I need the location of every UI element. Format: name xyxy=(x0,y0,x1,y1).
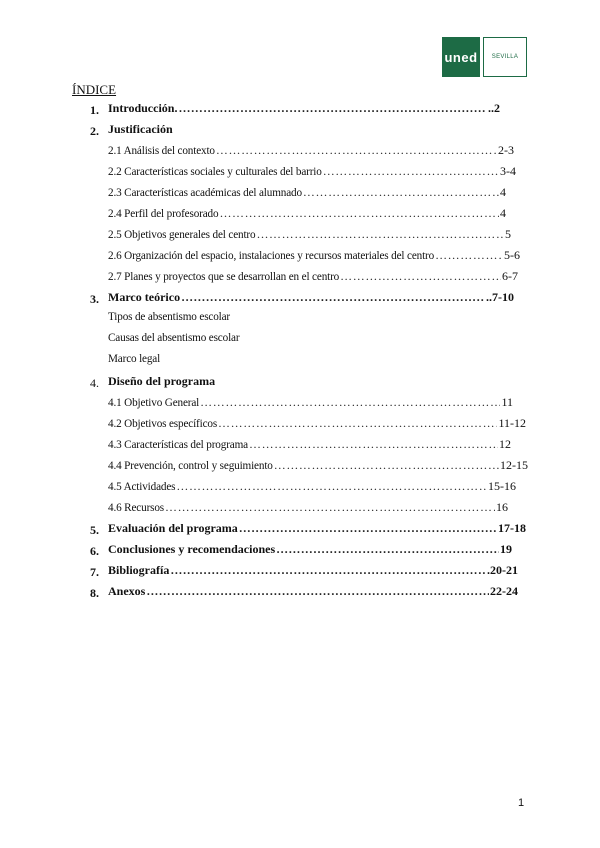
toc-entry-page: 3-4 xyxy=(500,164,516,178)
toc-entry-page: 11 xyxy=(501,395,513,409)
index-title: ÍNDICE xyxy=(72,82,117,97)
toc-leader-dots xyxy=(239,521,497,536)
toc-entry-page: 5 xyxy=(505,227,511,241)
toc-entry-page: 12-15 xyxy=(500,458,528,472)
toc-entry-number: 7. xyxy=(90,565,99,579)
toc-leader-dots xyxy=(181,290,485,305)
toc-leader-dots xyxy=(200,395,500,410)
toc-entry-text: Diseño del programa xyxy=(108,374,216,388)
toc-leader-dots xyxy=(435,248,503,263)
toc-entry-text: 4.2 Objetivos específicos xyxy=(108,418,218,430)
toc-entry-page: ..7-10 xyxy=(486,290,514,304)
toc-entry-2-3[interactable] xyxy=(108,185,506,205)
toc-entry-tipos[interactable] xyxy=(108,311,408,331)
toc-entry-text: 2.2 Características sociales y culturales del barrio xyxy=(108,166,322,178)
page-number: 1 xyxy=(518,797,525,809)
toc-leader-dots xyxy=(323,164,499,179)
toc-entry-number: 1. xyxy=(90,103,99,117)
toc-entry-text: 2.5 Objetivos generales del centro xyxy=(108,229,256,241)
toc-entry-4-3[interactable] xyxy=(108,437,511,457)
toc-leader-dots xyxy=(249,437,498,452)
uned-logo-mark: uned xyxy=(442,37,480,77)
toc-leader-dots xyxy=(216,143,497,158)
toc-entry-page: 6-7 xyxy=(502,269,518,283)
toc-entry-2-4[interactable] xyxy=(108,206,506,226)
toc-entry-4-2[interactable] xyxy=(108,416,526,436)
toc-entry-page: 12 xyxy=(499,437,511,451)
toc-entry-page: 5-6 xyxy=(504,248,520,262)
toc-entry-number: 3. xyxy=(90,292,99,306)
toc-entry-4-5[interactable] xyxy=(108,479,516,499)
toc-entry-page: 4 xyxy=(500,206,506,220)
toc-entry-text: 4.3 Características del programa xyxy=(108,439,248,451)
toc-entry-text: 2.4 Perfil del profesorado xyxy=(108,208,219,220)
toc-entry-text: 2.3 Características académicas del alumnado xyxy=(108,187,302,199)
toc-entry-number: 8. xyxy=(90,586,99,600)
toc-entry-4-6[interactable] xyxy=(108,500,508,520)
toc-entry-text: 2.7 Planes y proyectos que se desarrollan en el centro xyxy=(108,271,340,283)
toc-entry-2-1[interactable] xyxy=(108,143,514,163)
toc-entry-4-1[interactable] xyxy=(108,395,513,415)
toc-leader-dots xyxy=(176,479,487,494)
toc-entry-page: 19 xyxy=(500,542,512,556)
toc-leader-dots xyxy=(165,500,495,515)
toc-entry-text: 4.5 Actividades xyxy=(108,481,176,493)
toc-entry-text: Tipos de absentismo escolar xyxy=(108,311,231,323)
toc-entry-number: 2. xyxy=(90,124,99,138)
toc-entry-causas[interactable] xyxy=(108,332,408,352)
toc-entry-2-2[interactable] xyxy=(108,164,516,184)
toc-entry-page: 15-16 xyxy=(488,479,516,493)
toc-entry-page: 16 xyxy=(496,500,508,514)
toc-entry-page: 22-24 xyxy=(490,584,518,598)
toc-entry-text: Causas del absentismo escolar xyxy=(108,332,240,344)
toc-entry-marco-teorico[interactable] xyxy=(108,290,514,310)
toc-entry-number: 5. xyxy=(90,523,99,537)
toc-entry-conclusiones[interactable] xyxy=(108,542,512,562)
toc-leader-dots xyxy=(218,416,497,431)
toc-entry-evaluacion[interactable] xyxy=(108,521,526,541)
toc-entry-bibliografia[interactable] xyxy=(108,563,518,583)
toc-leader-dots xyxy=(256,227,504,242)
toc-entry-text: 4.6 Recursos xyxy=(108,502,164,514)
toc-entry-text: Bibliografía xyxy=(108,563,170,577)
toc-entry-justificacion[interactable] xyxy=(108,122,500,142)
toc-entry-page: 11-12 xyxy=(498,416,526,430)
toc-entry-text: Anexos xyxy=(108,584,146,598)
toc-entry-text: 2.1 Análisis del contexto xyxy=(108,145,215,157)
toc-entry-2-7[interactable] xyxy=(108,269,518,289)
toc-leader-dots xyxy=(170,563,486,578)
toc-entry-anexos[interactable] xyxy=(108,584,518,604)
toc-leader-dots xyxy=(276,542,499,557)
toc-entry-number: 6. xyxy=(90,544,99,558)
toc-entry-introduccion[interactable] xyxy=(108,101,500,121)
uned-logo-center: SEVILLA xyxy=(483,37,527,77)
toc-entry-text: Introducción. xyxy=(108,101,178,115)
toc-entry-diseno[interactable] xyxy=(108,374,408,394)
toc-entry-2-6[interactable] xyxy=(108,248,520,268)
toc-entry-page: ..2 xyxy=(488,101,500,115)
toc-entry-page: .20-21 xyxy=(487,563,518,577)
toc-leader-dots xyxy=(219,206,499,221)
toc-entry-text: Justificación xyxy=(108,122,173,136)
toc-entry-text: 4.4 Prevención, control y seguimiento xyxy=(108,460,273,472)
toc-entry-page: 2-3 xyxy=(498,143,514,157)
toc-entry-text: 4.1 Objetivo General xyxy=(108,397,200,409)
toc-entry-page: 4 xyxy=(500,185,506,199)
toc-entry-marco-legal[interactable] xyxy=(108,353,408,373)
toc-leader-dots xyxy=(146,584,489,599)
toc-leader-dots xyxy=(178,101,487,116)
toc-entry-page: 17-18 xyxy=(498,521,526,535)
toc-leader-dots xyxy=(303,185,499,200)
toc-leader-dots xyxy=(274,458,499,473)
uned-logo xyxy=(442,37,527,77)
toc-entry-text: Conclusiones y recomendaciones xyxy=(108,542,276,556)
toc-entry-2-5[interactable] xyxy=(108,227,511,247)
toc-entry-text: Marco legal xyxy=(108,353,161,365)
toc-entry-4-4[interactable] xyxy=(108,458,528,478)
toc-entry-text: 2.6 Organización del espacio, instalaciones y recursos materiales del centro xyxy=(108,250,435,262)
toc-leader-dots xyxy=(340,269,501,284)
toc-entry-text: Evaluación del programa xyxy=(108,521,238,535)
toc-entry-number: 4. xyxy=(90,376,99,390)
toc-entry-text: Marco teórico xyxy=(108,290,181,304)
